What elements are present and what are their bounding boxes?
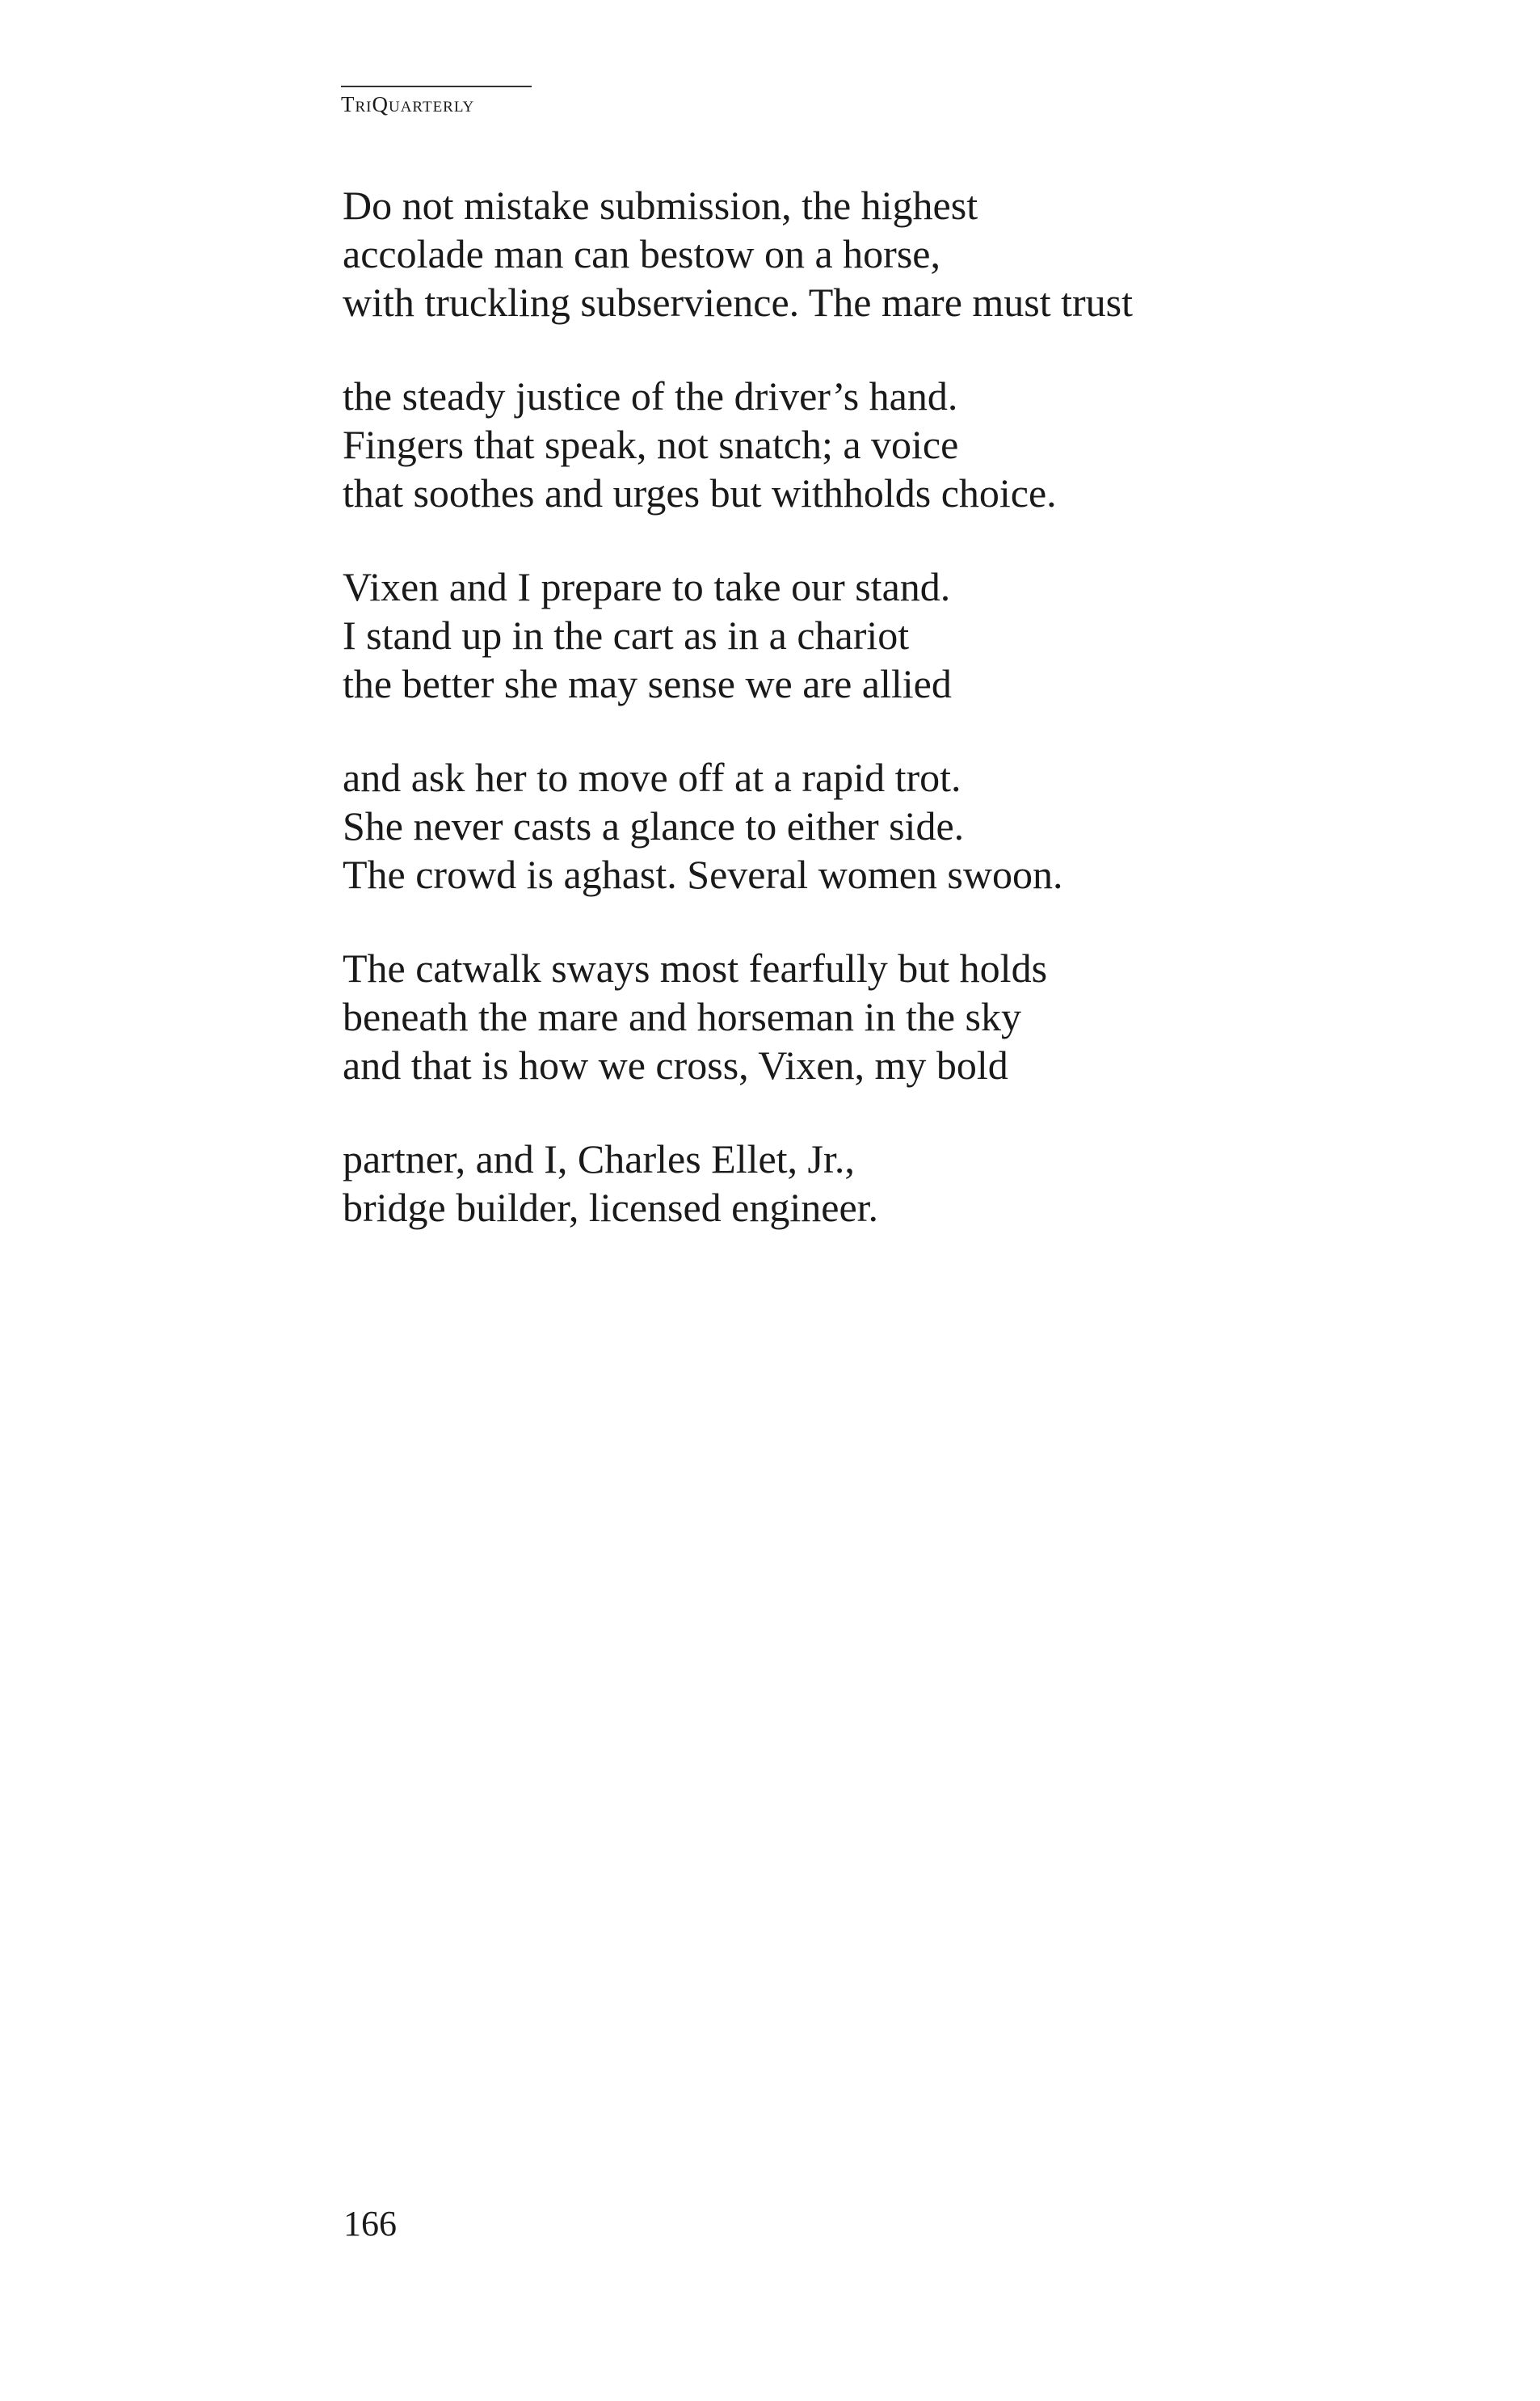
- poem-line: Fingers that speak, not snatch; a voice: [343, 422, 959, 467]
- poem-line: She never casts a glance to either side.: [343, 803, 965, 849]
- poem-line: Do not mistake submission, the highest: [343, 183, 978, 228]
- stanza-4: [343, 753, 1393, 899]
- poem-line: bridge builder, licensed engineer.: [343, 1185, 879, 1230]
- poem-line: beneath the mare and horseman in the sky: [343, 994, 1021, 1039]
- poem: [343, 181, 1393, 1277]
- stanza-5: [343, 944, 1393, 1089]
- poem-line: the better she may sense we are allied: [343, 661, 952, 706]
- stanza-1: [343, 181, 1393, 326]
- stanza-2: [343, 372, 1393, 517]
- poem-line: Vixen and I prepare to take our stand.: [343, 564, 951, 609]
- poem-line: and ask her to move off at a rapid trot.: [343, 755, 961, 800]
- stanza-3: [343, 562, 1393, 708]
- poem-line: The catwalk sways most fearfully but holds: [343, 946, 1048, 991]
- page-number: 166: [343, 2204, 397, 2243]
- poem-line: that soothes and urges but withholds choice.: [343, 470, 1057, 516]
- poem-line: The crowd is aghast. Several women swoon.: [343, 852, 1063, 897]
- running-head: TriQuarterly: [341, 86, 532, 117]
- poem-line: accolade man can bestow on a horse,: [343, 231, 940, 276]
- poem-line: I stand up in the cart as in a chariot: [343, 613, 910, 658]
- stanza-6: [343, 1135, 1393, 1232]
- poem-line: and that is how we cross, Vixen, my bold: [343, 1043, 1008, 1088]
- poem-line: with truckling subservience. The mare must trust: [343, 280, 1134, 325]
- poem-line: the steady justice of the driver’s hand.: [343, 373, 958, 419]
- poem-line: partner, and I, Charles Ellet, Jr.,: [343, 1136, 855, 1182]
